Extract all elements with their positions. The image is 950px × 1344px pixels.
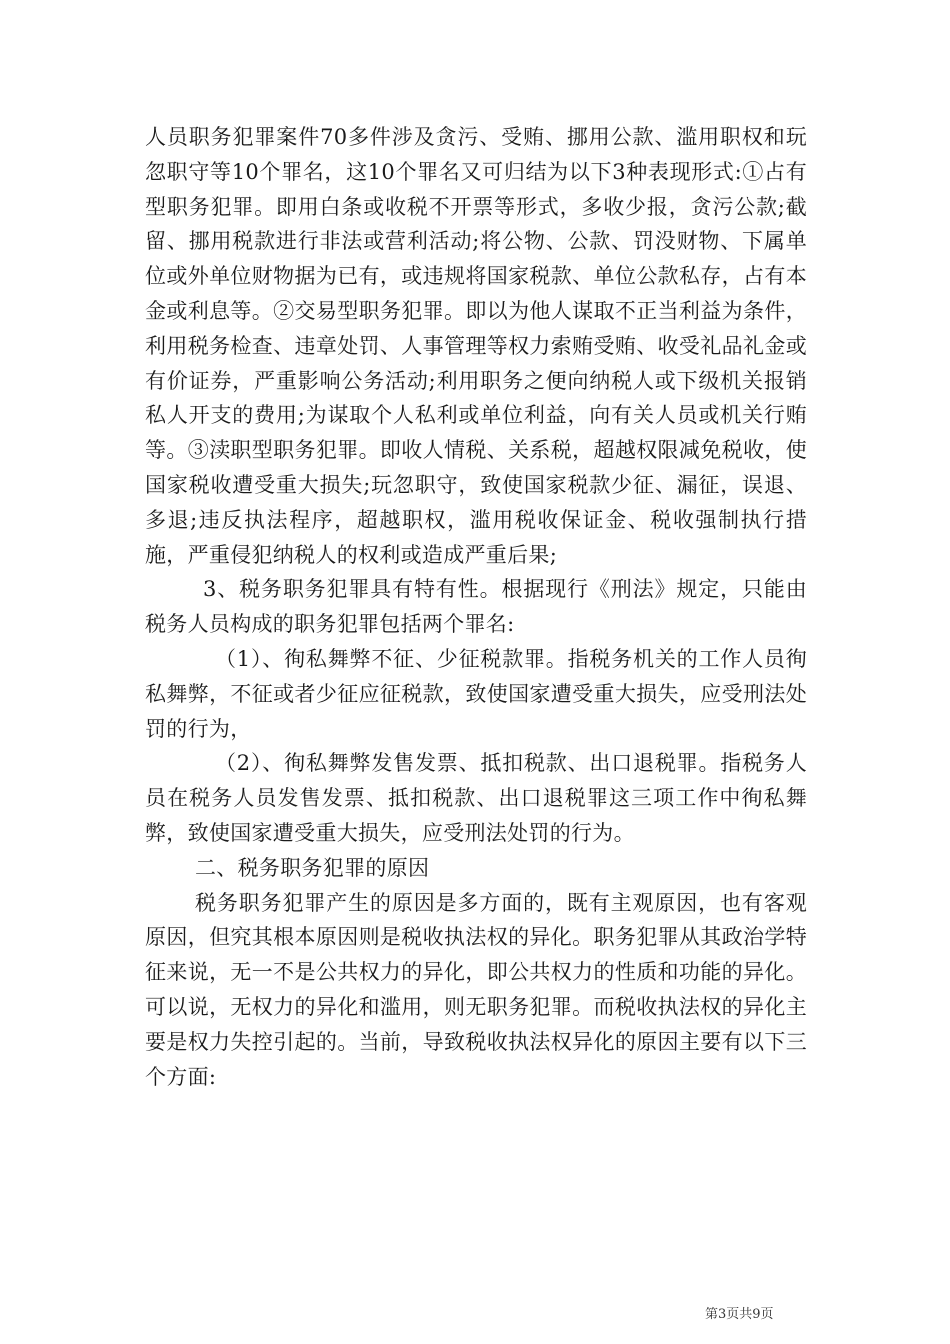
section-heading-causes: 二、税务职务犯罪的原因	[195, 855, 430, 880]
paragraph-causes: 税务职务犯罪产生的原因是多方面的，既有主观原因，也有客观原因，但究其根本原因则是税收执法权的异化。职务犯罪从其政治学特征来说，无一不是公共权力的异化，即公共权力的性质和功能的异化。可以说，无权力的异化和滥用，则无职务犯罪。而税收执法权的异化主要是权力失控引起的。当前，导致税收执法权异化的原因主要有以下三个方面:	[145, 890, 807, 1089]
paragraph-offense-types: 人员职务犯罪案件70多件涉及贪污、受贿、挪用公款、滥用职权和玩忽职守等10个罪名，这10个罪名又可归结为以下3种表现形式:①占有型职务犯罪。即用白条或收税不开票等形式，多收少报，贪污公款;截留、挪用税款进行非法或营利活动;将公物、公款、罚没财物、下属单位或外单位财物据为已有，或违规将国家税款、单位公款私存，占有本金或利息等。②交易型职务犯罪。即以为他人谋取不正当利益为条件，利用税务检查、违章处罚、人事管理等权力索贿受贿、收受礼品礼金或有价证券，严重影响公务活动;利用职务之便向纳税人或下级机关报销私人开支的费用;为谋取个人私利或单位利益，向有关人员或机关行贿等。③渎职型职务犯罪。即收人情税、关系税，超越权限减免税收，使国家税收遭受重大损失;玩忽职守，致使国家税款少征、漏征，误退、多退;违反执法程序，超越职权，滥用税收保证金、税收强制执行措施，严重侵犯纳税人的权利或造成严重后果;	[145, 125, 807, 567]
paragraph-offense-1: （1）、徇私舞弊不征、少征税款罪。指税务机关的工作人员徇私舞弊，不征或者少征应征税款，致使国家遭受重大损失，应受刑法处罚的行为，	[145, 646, 807, 741]
paragraph-specific-offenses: 3、税务职务犯罪具有特有性。根据现行《刑法》规定，只能由税务人员构成的职务犯罪包括两个罪名:	[145, 577, 807, 637]
document-body	[145, 120, 807, 1094]
page-number: 第3页共9页	[705, 1307, 774, 1322]
paragraph-offense-2: （2）、徇私舞弊发售发票、抵扣税款、出口退税罪。指税务人员在税务人员发售发票、抵扣税款、出口退税罪这三项工作中徇私舞弊，致使国家遭受重大损失，应受刑法处罚的行为。	[145, 751, 807, 845]
